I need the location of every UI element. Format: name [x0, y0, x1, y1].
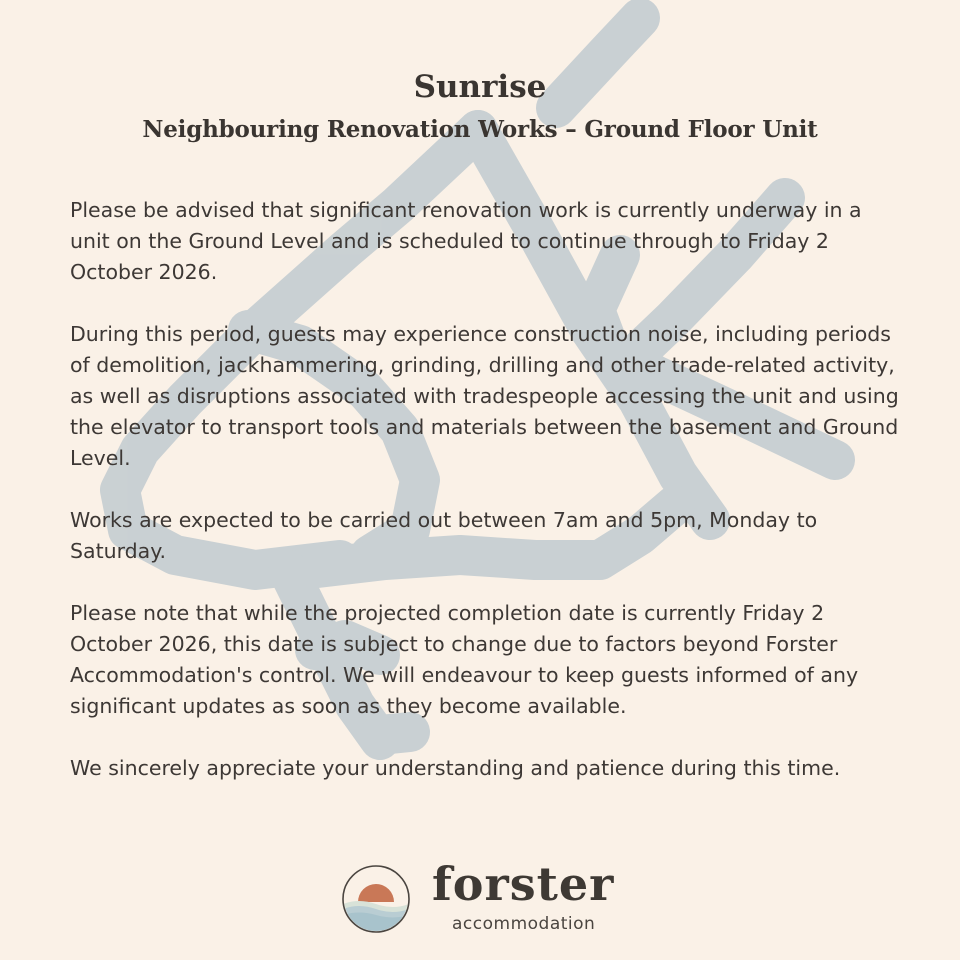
- paragraph-thanks: We sincerely appreciate your understanding and patience during this time.: [70, 756, 841, 780]
- notice-subtitle: Neighbouring Renovation Works – Ground Floor Unit: [142, 116, 818, 143]
- notice-title: Sunrise: [413, 69, 547, 105]
- brand-tagline: accommodation: [452, 914, 596, 934]
- paragraph-disruptions: During this period, guests may experience construction noise, including periods of demolition, jackhammering, grinding, drilling and other trade-related activity, as well as disruptions associated with tradespeople accessing the unit and using the elevator to transport tools and materials between the basement and Ground Level.: [70, 322, 899, 470]
- notice-header: [0, 66, 960, 146]
- paragraph-advisory: Please be advised that significant renovation work is currently underway in a unit on the Ground Level and is scheduled to continue through to Friday 2 October 2026.: [70, 198, 862, 284]
- notice-body: [70, 195, 900, 815]
- paragraph-completion-date: Please note that while the projected completion date is currently Friday 2 October 2026, this date is subject to change due to factors beyond Forster Accommodation's control. We will endeavour to keep guests informed of any significant updates as soon as they become available.: [70, 601, 859, 718]
- brand-name: forster: [432, 857, 615, 911]
- paragraph-working-hours: Works are expected to be carried out between 7am and 5pm, Monday to Saturday.: [70, 508, 818, 563]
- brand-logo-icon: [341, 864, 411, 934]
